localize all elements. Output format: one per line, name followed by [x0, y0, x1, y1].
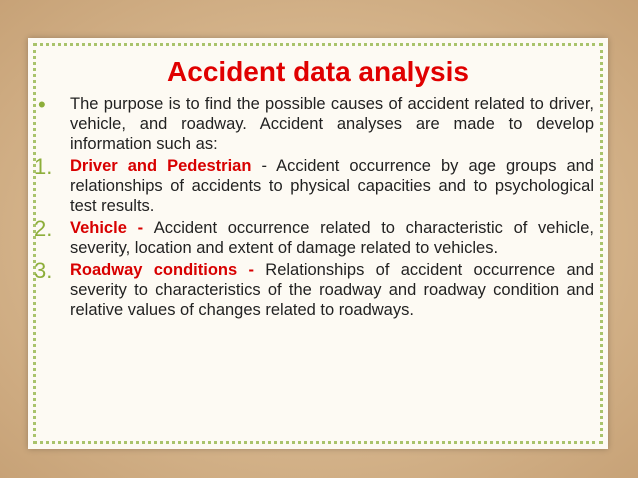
slide-body: [34, 94, 594, 320]
list-item-1: [34, 156, 594, 216]
bullet-marker: •: [38, 92, 46, 117]
list-item-2: [34, 218, 594, 258]
slide-content-panel: [28, 38, 608, 449]
item-separator-1: -: [251, 157, 277, 175]
item-text-1: Accident occurrence by age groups and relationships of accidents to physical capacities and to psychological test results.: [70, 157, 594, 215]
item-heading-roadway: Roadway conditions -: [70, 261, 266, 279]
list-marker-3: 3.: [34, 258, 53, 283]
intro-bullet: [34, 94, 594, 154]
list-item-3: [34, 260, 594, 320]
list-marker-2: 2.: [34, 216, 53, 241]
item-text-2: Accident occurrence related to characteristic of vehicle, severity, location and extent of damage related to vehicles.: [70, 219, 594, 257]
intro-text: The purpose is to find the possible causes of accident related to driver, vehicle, and roadway. Accident analyses are made to develop information such as:: [70, 95, 594, 153]
item-text-3: Relationships of accident occurrence and severity to characteristics of the roadway and roadway condition and relative values of changes related to roadways.: [70, 261, 594, 319]
item-heading-driver: Driver and Pedestrian: [70, 157, 252, 175]
item-heading-vehicle: Vehicle -: [70, 219, 154, 237]
list-marker-1: 1.: [34, 154, 53, 179]
slide-title: Accident data analysis: [167, 56, 469, 87]
